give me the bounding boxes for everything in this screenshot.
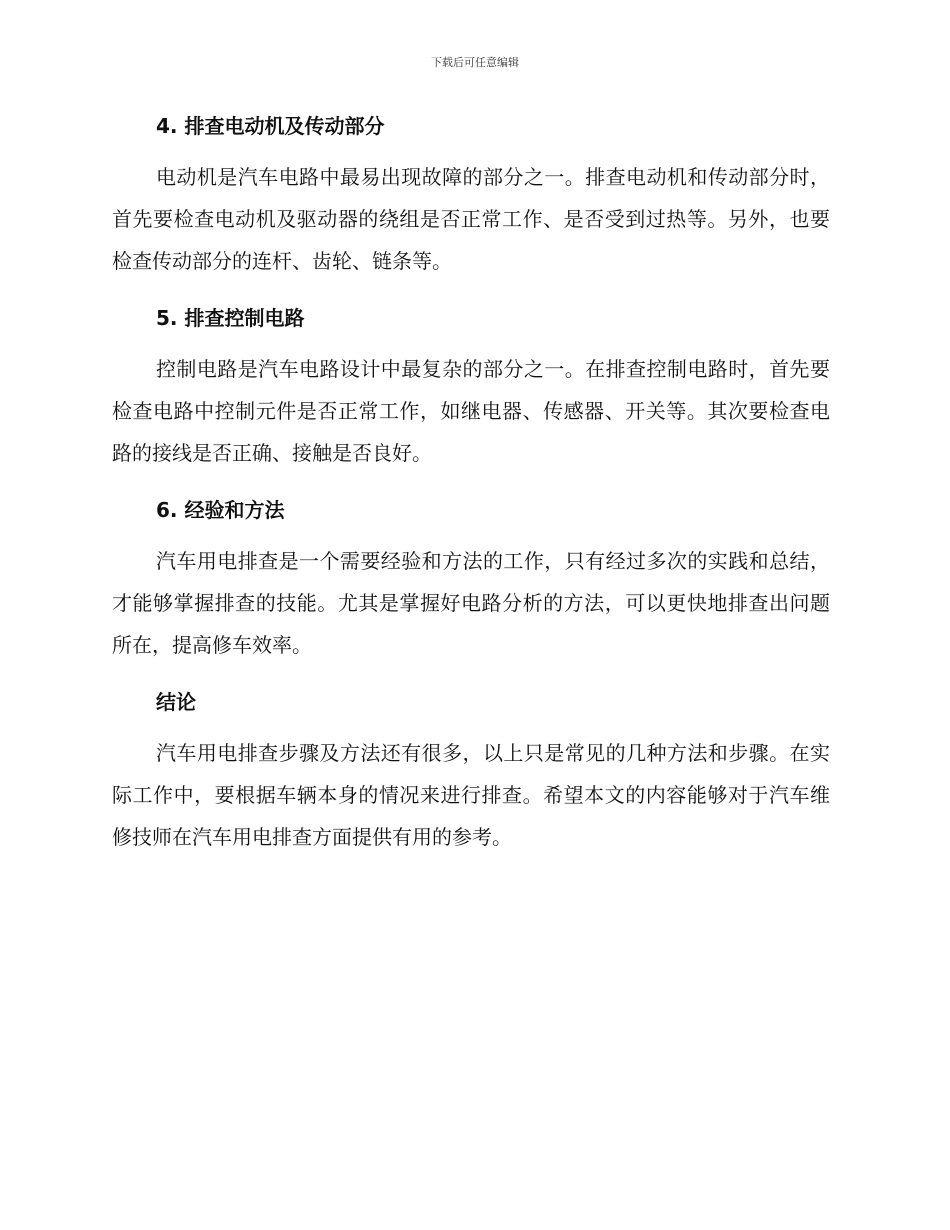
section-conclusion	[112, 684, 830, 858]
section-paragraph: 汽车用电排查是一个需要经验和方法的工作，只有经过多次的实践和总结，才能够掌握排查的技能。尤其是掌握好电路分析的方法，可以更快地排查出问题所在，提高修车效率。	[112, 549, 830, 657]
section-experience-methods	[112, 492, 830, 666]
section-heading: 4. 排查电动机及传动部分	[156, 114, 385, 138]
section-paragraph: 汽车用电排查步骤及方法还有很多，以上只是常见的几种方法和步骤。在实际工作中，要根据车辆本身的情况来进行排查。希望本文的内容能够对于汽车维修技师在汽车用电排查方面提供有用的参考。	[112, 741, 830, 849]
section-control-circuit	[112, 300, 830, 474]
section-paragraph: 电动机是汽车电路中最易出现故障的部分之一。排查电动机和传动部分时，首先要检查电动机及驱动器的绕组是否正常工作、是否受到过热等。另外，也要检查传动部分的连杆、齿轮、链条等。	[112, 165, 830, 273]
section-heading: 6. 经验和方法	[156, 498, 285, 522]
section-paragraph: 控制电路是汽车电路设计中最复杂的部分之一。在排查控制电路时，首先要检查电路中控制元件是否正常工作，如继电器、传感器、开关等。其次要检查电路的接线是否正确、接触是否良好。	[112, 357, 830, 465]
section-motor-drive	[112, 108, 830, 282]
section-heading: 结论	[156, 690, 196, 714]
page-header: 下载后可任意编辑	[431, 56, 519, 69]
document-body	[112, 108, 830, 876]
section-heading: 5. 排查控制电路	[156, 306, 305, 330]
